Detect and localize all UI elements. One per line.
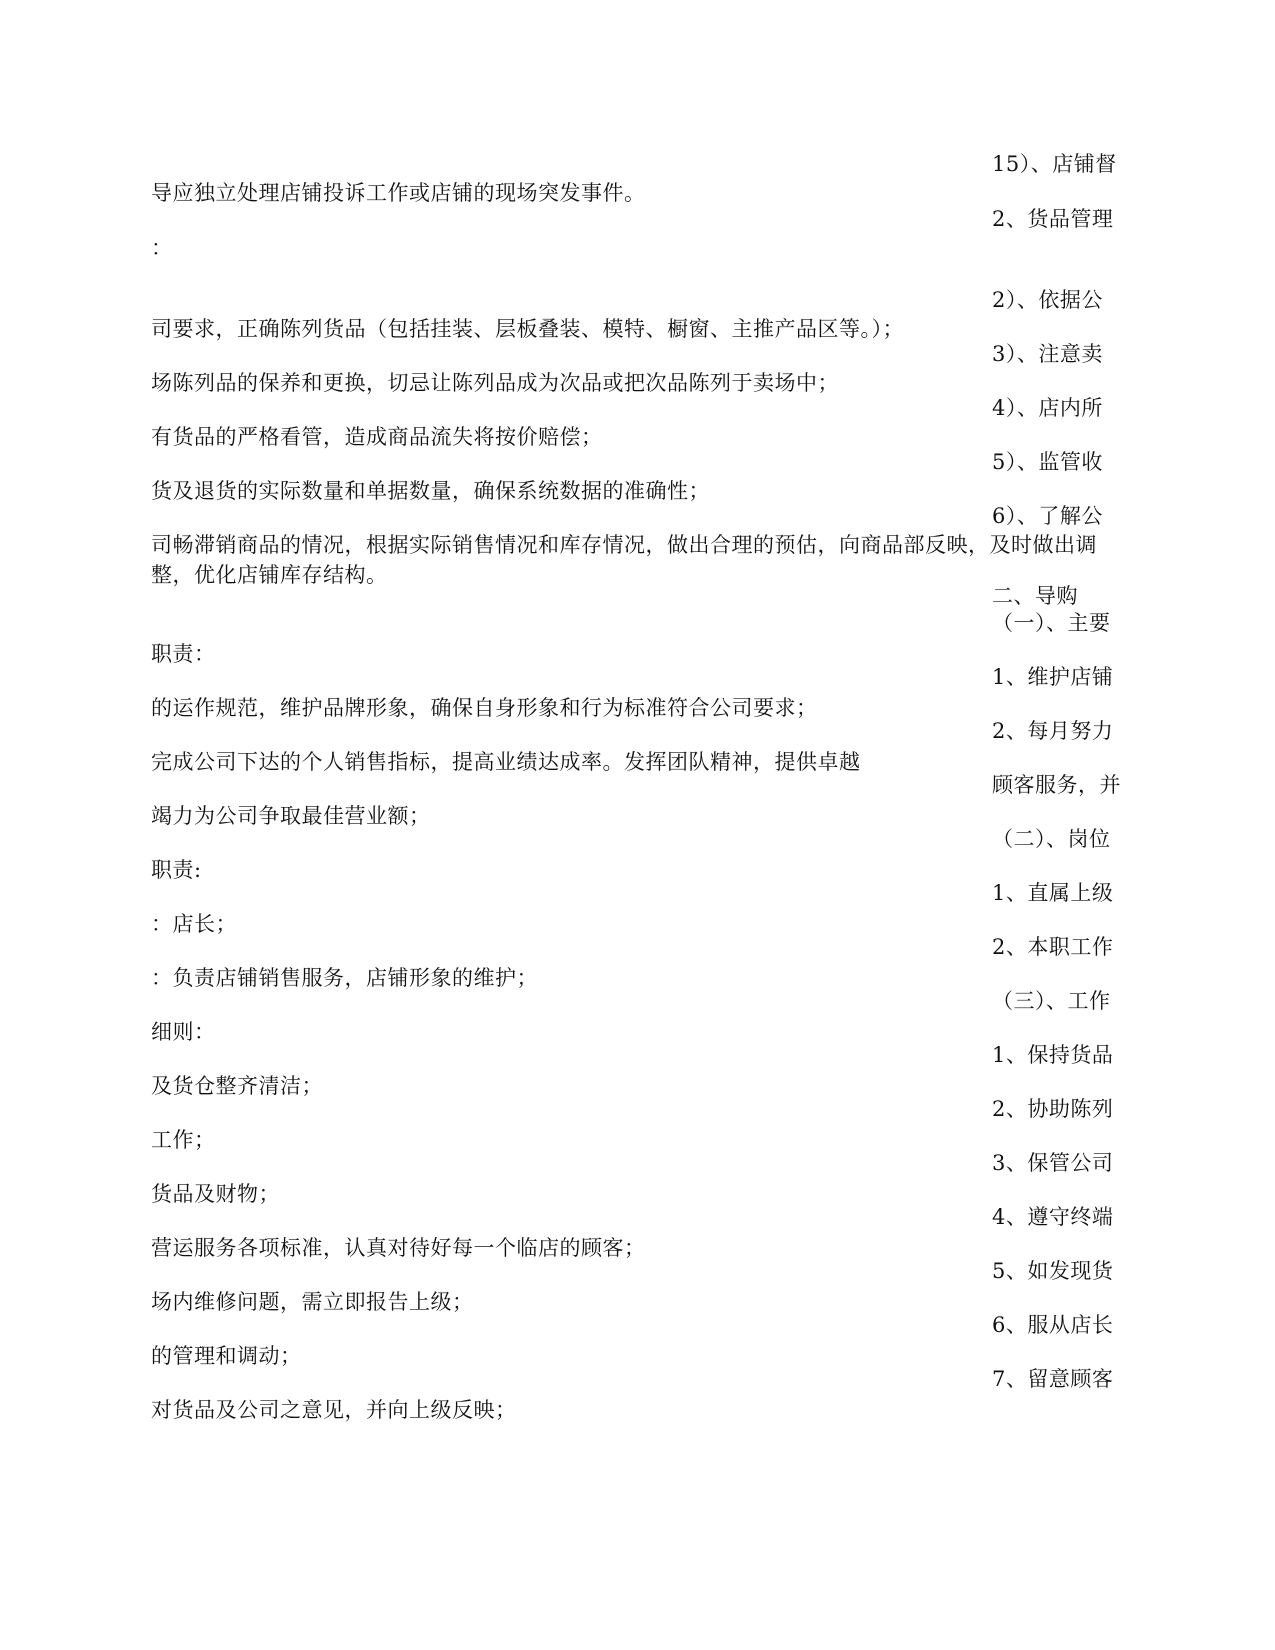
side-line-15: 2、本职工作	[992, 935, 1114, 959]
side-line-17: 1、保持货品	[992, 1043, 1114, 1067]
side-line-3: 2）、依据公	[992, 288, 1103, 312]
side-line-1: 15）、店铺督	[992, 152, 1117, 176]
side-line-16: （三）、工作	[992, 989, 1111, 1013]
side-line-7: 6）、了解公	[992, 504, 1103, 528]
side-line-4: 3）、注意卖	[992, 342, 1103, 366]
side-line-22: 6、服从店长	[992, 1313, 1114, 1337]
main-line-9: 职责：	[151, 642, 216, 666]
side-line-2: 2、货品管理	[992, 207, 1114, 231]
main-line-12: 竭力为公司争取最佳营业额；	[151, 804, 431, 828]
side-line-14: 1、直属上级	[992, 881, 1114, 905]
side-line-10: 1、维护店铺	[992, 665, 1114, 689]
main-line-21: 场内维修问题，需立即报告上级；	[151, 1290, 474, 1314]
main-line-3: 司要求，正确陈列货品（包括挂装、层板叠装、模特、橱窗、主推产品区等。）；	[151, 317, 904, 341]
main-line-23: 对货品及公司之意见，并向上级反映；	[151, 1398, 517, 1422]
side-line-18: 2、协助陈列	[992, 1097, 1114, 1121]
side-line-21: 5、如发现货	[992, 1259, 1114, 1283]
main-line-17: 及货仓整齐清洁；	[151, 1074, 323, 1098]
main-line-4: 场陈列品的保养和更换，切忌让陈列品成为次品或把次品陈列于卖场中；	[151, 371, 839, 395]
main-line-5: 有货品的严格看管，造成商品流失将按价赔偿；	[151, 425, 603, 449]
side-line-8: 二、导购	[992, 584, 1078, 608]
main-line-14: ：店长；	[151, 912, 237, 936]
main-line-10: 的运作规范，维护品牌形象，确保自身形象和行为标准符合公司要求；	[151, 696, 818, 720]
main-line-20: 营运服务各项标准，认真对待好每一个临店的顾客；	[151, 1236, 646, 1260]
main-line-19: 货品及财物；	[151, 1182, 280, 1206]
side-line-13: （二）、岗位	[992, 827, 1111, 851]
main-line-11: 完成公司下达的个人销售指标，提高业绩达成率。发挥团队精神，提供卓越	[151, 750, 861, 774]
main-line-13: 职责:	[151, 858, 202, 882]
side-line-19: 3、保管公司	[992, 1151, 1114, 1175]
side-line-9: （一）、主要	[992, 611, 1111, 635]
main-line-15: ：负责店铺销售服务，店铺形象的维护；	[151, 966, 538, 990]
main-line-16: 细则：	[151, 1020, 216, 1044]
side-line-6: 5）、监管收	[992, 450, 1103, 474]
main-line-22: 的管理和调动；	[151, 1344, 302, 1368]
main-line-2: ：	[151, 236, 173, 260]
main-line-18: 工作；	[151, 1128, 216, 1152]
side-line-23: 7、留意顾客	[992, 1367, 1114, 1391]
side-line-5: 4）、店内所	[992, 396, 1103, 420]
main-line-1: 导应独立处理店铺投诉工作或店铺的现场突发事件。	[151, 181, 646, 205]
main-line-7: 司畅滞销商品的情况，根据实际销售情况和库存情况，做出合理的预估，向商品部反映，及时做出调	[151, 533, 1097, 557]
side-line-12: 顾客服务，并	[992, 773, 1121, 797]
main-line-8: 整，优化店铺库存结构。	[151, 563, 388, 587]
side-line-20: 4、遵守终端	[992, 1205, 1114, 1229]
main-line-6: 货及退货的实际数量和单据数量，确保系统数据的准确性；	[151, 479, 710, 503]
side-line-11: 2、每月努力	[992, 719, 1114, 743]
